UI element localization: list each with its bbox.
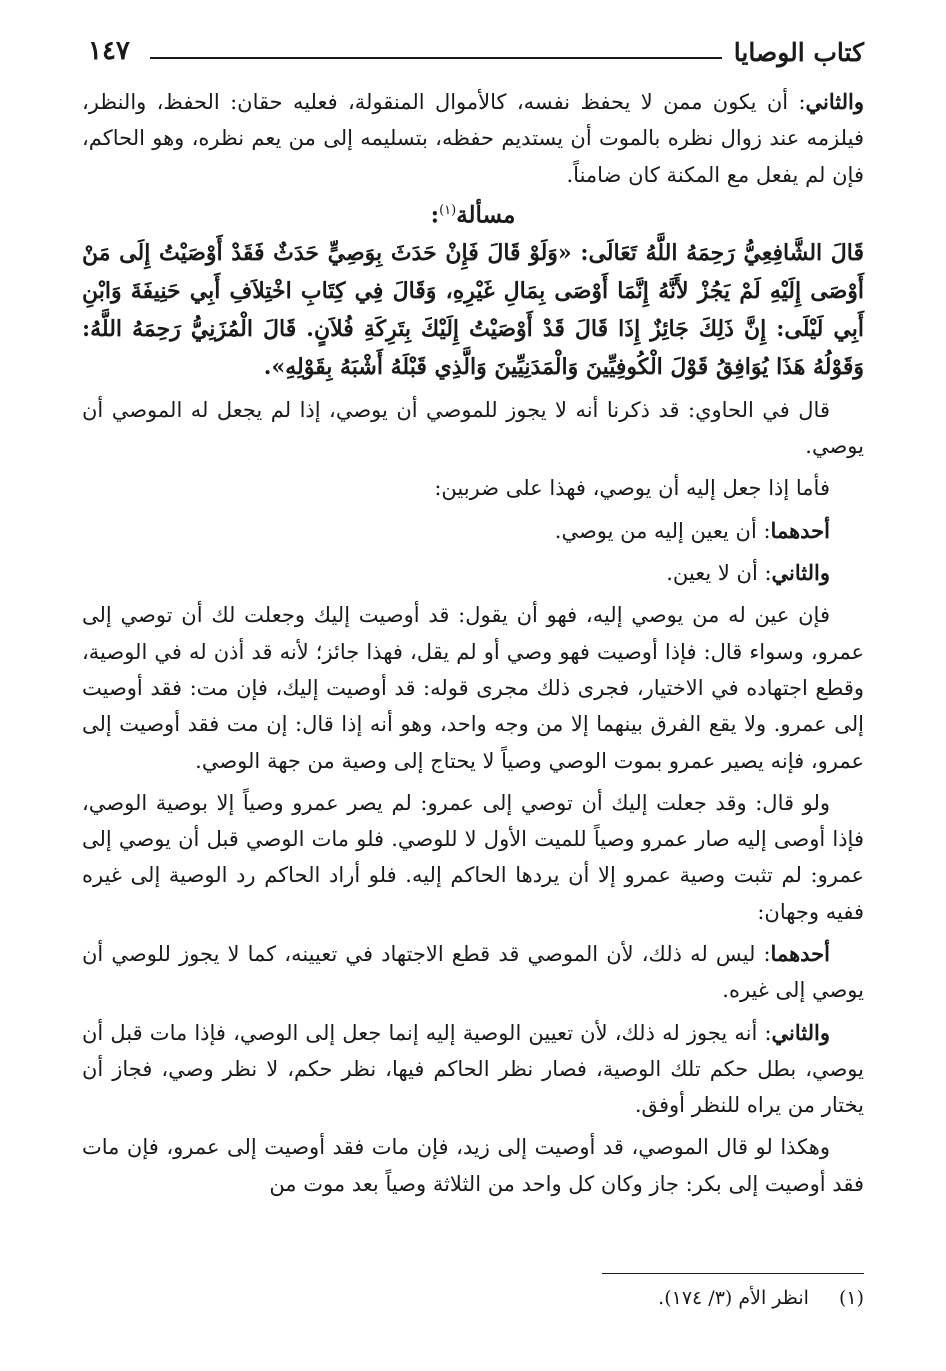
page-header xyxy=(88,30,864,74)
footnote-separator xyxy=(602,1273,864,1274)
paragraph-label: أحدهما xyxy=(770,517,830,543)
paragraph-text: : ليس له ذلك، لأن الموصي قد قطع الاجتهاد في تعيينه، كما لا يجوز للوصي أن يوصي إلى غيره. xyxy=(82,942,864,1003)
section-title-colon: : xyxy=(430,201,440,229)
paragraph-7: ولو قال: وقد جعلت إليك أن توصي إلى عمرو: لم يصر عمرو وصياً إلا بوصية الوصي، فإذا أوصى إليه صار عمرو وصياً للميت الأول لا للوصي. فلو مات الوصي قبل أن يوصي إلى عمرو: لم تثبت وصية عمرو إلا أن يردها الحاكم إليه. فلو أراد الحاكم رد الوصية إلى غيره ففيه وجهان: xyxy=(82,790,864,924)
section-heading xyxy=(82,193,864,234)
paragraph-1 xyxy=(82,84,864,193)
paragraph-label: والثاني xyxy=(771,1019,830,1045)
paragraph-2: قال في الحاوي: قد ذكرنا أنه لا يجوز للموصي أن يوصي، إذا لم يجعل له الموصي أن يوصي. xyxy=(82,397,864,459)
paragraph-text: : أن يكون ممن لا يحفظ نفسه، كالأموال المنقولة، فعليه حقان: الحفظ، والنظر، فيلزمه عند زوال نظره بالموت أن يستديم حفظه، بتسليمه إلى من يعم نظره، وهو الحاكم، فإن لم يفعل مع المكنة كان ضامناً. xyxy=(82,90,864,187)
page-number: ١٤٧ xyxy=(88,36,130,66)
paragraph-text: : أنه يجوز له ذلك، لأن تعيين الوصية إليه إنما جعل إلى الوصي، فإذا مات قبل أن يوصي، بطل حكم تلك الوصية، فصار نظر الحاكم فيها، نظر حكم، لا نظر وصي، فجاز أن يختار من يراه للنظر أوفق. xyxy=(82,1020,864,1118)
paragraph-8 xyxy=(82,936,864,1009)
quoted-text: قَالَ الشَّافِعِيُّ رَحِمَهُ اللَّهُ تَعَالَى: «وَلَوْ قَالَ فَإِنْ حَدَثَ بِوَصِيٍّ حَدَثٌ فَقَدْ أَوْصَيْتُ إِلَى مَنْ أَوْصَى إِلَيْهِ لَمْ يَجُزْ لأَنَّهُ إِنَّمَا أَوْصَى بِمَالِ غَيْرِهِ، وَقَالَ فِي كِتَابِ اخْتِلاَفِ أَبِي حَنِيفَةَ وَابْنِ أَبِي لَيْلَى: إِنَّ ذَلِكَ جَائِزٌ إِذَا قَالَ قَدْ أَوْصَيْتُ إِلَيْكَ بِتَرِكَةِ فُلاَنٍ. قَالَ الْمُزَنِيُّ رَحِمَهُ اللَّهُ: وَقَوْلُهُ هَذَا يُوَافِقُ قَوْلَ الْكُوفِيِّينَ وَالْمَدَنِيِّينَ وَالَّذِي قَبْلَهُ أَشْبَهُ بِقَوْلِهِ». xyxy=(82,239,864,380)
paragraph-3: فأما إذا جعل إليه أن يوصي، فهذا على ضربين: xyxy=(434,476,830,501)
header-rule xyxy=(150,57,722,59)
footnote-reference: (١) xyxy=(439,202,457,218)
paragraph-text: : أن يعين إليه من يوصي. xyxy=(554,518,771,543)
paragraph-10: وهكذا لو قال الموصي، قد أوصيت إلى زيد، فإن مات فقد أوصيت إلى عمرو، فإن مات فقد أوصيت إلى بكر: جاز وكان كل واحد من الثلاثة وصياً بعد موت من xyxy=(82,1135,864,1196)
paragraph-9 xyxy=(82,1015,864,1124)
footnote-text: انظر الأم (٣/ ١٧٤). xyxy=(658,1287,809,1309)
paragraph-label: والثاني xyxy=(771,560,830,586)
footnote xyxy=(82,1284,864,1312)
paragraph-label: أحدهما xyxy=(770,941,830,966)
paragraph-5 xyxy=(82,555,864,591)
paragraph-6: فإن عين له من يوصي إليه، فهو أن يقول: قد أوصيت إليك وجعلت لك أن توصي إلى عمرو، وسواء قال: فإذا أوصيت فهو وصي أو لم يقل، فهذا جائز؛ لأنه قد أذن له في الوصية، وقطع اجتهاده في الاختيار، فجرى ذلك مجرى قوله: قد أوصيت إليك، فإن مت: فقد أوصيت إلى عمرو. ولا يقع الفرق بينهما إلا من وجه واحد، وهو أنه إذا قال: إن مت فقد أوصيت إلى عمرو، فإنه يصير عمرو بموت الوصي وصياً لا يحتاج إلى وصية من جهة الوصي. xyxy=(82,603,864,773)
paragraph-text: : أن لا يعين. xyxy=(666,561,772,586)
section-title-text: مسألة xyxy=(456,201,516,229)
running-title: كتاب الوصايا xyxy=(733,38,864,67)
paragraph-4 xyxy=(82,513,864,549)
paragraph-label: والثاني xyxy=(805,89,864,114)
footnote-mark: (١) xyxy=(838,1287,864,1309)
main-text xyxy=(82,84,864,1202)
